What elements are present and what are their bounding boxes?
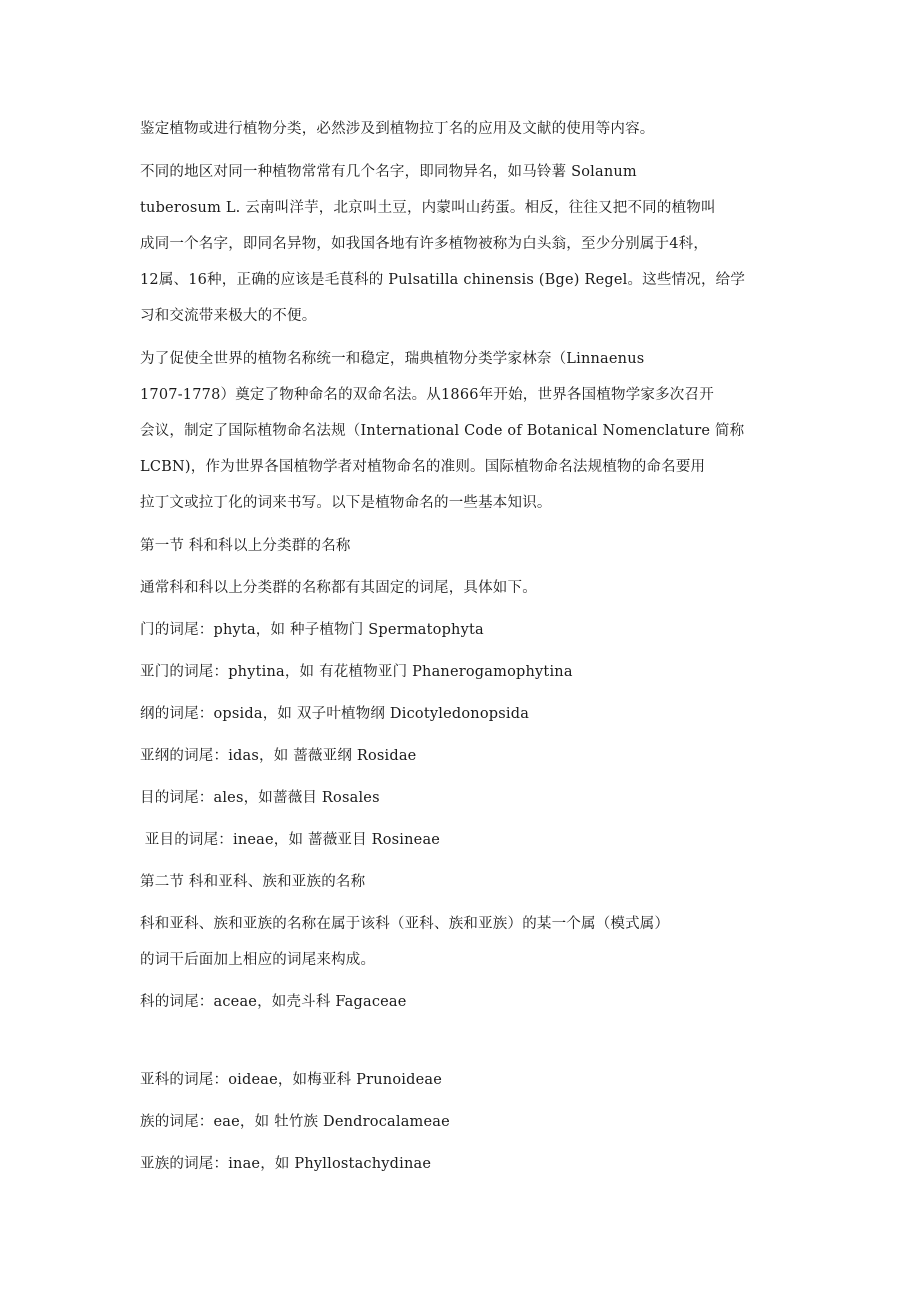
section-2-intro-line-1: 科和亚科、族和亚族的名称在属于该科（亚科、族和亚族）的某一个属（模式属） (140, 916, 670, 932)
suffix-subfamily: 亚科的词尾：oideae，如梅亚科 Prunoideae (140, 1072, 442, 1088)
paragraph-synonyms-line-2: tuberosum L. 云南叫洋芋，北京叫土豆，内蒙叫山药蛋。相反，往往又把不同的植物叫 (140, 200, 716, 216)
paragraph-intro: 鉴定植物或进行植物分类，必然涉及到植物拉丁名的应用及文献的使用等内容。 (140, 121, 655, 137)
suffix-family: 科的词尾：aceae，如壳斗科 Fagaceae (140, 994, 407, 1010)
suffix-subtribe: 亚族的词尾：inae，如 Phyllostachydinae (140, 1156, 432, 1172)
suffix-subclass: 亚纲的词尾：idas，如 蔷薇亚纲 Rosidae (140, 748, 417, 764)
suffix-subdivision: 亚门的词尾：phytina，如 有花植物亚门 Phanerogamophytina (140, 664, 573, 680)
paragraph-linnaeus-line-5: 拉丁文或拉丁化的词来书写。以下是植物命名的一些基本知识。 (140, 495, 552, 511)
paragraph-linnaeus-line-3: 会议，制定了国际植物命名法规（International Code of Botanical Nomenclature 简称 (140, 423, 745, 439)
paragraph-synonyms-line-3: 成同一个名字，即同名异物，如我国各地有许多植物被称为白头翁，至少分别属于4科， (140, 236, 709, 252)
suffix-division: 门的词尾：phyta，如 种子植物门 Spermatophyta (140, 622, 484, 638)
section-heading-1: 第一节 科和科以上分类群的名称 (140, 538, 351, 554)
paragraph-linnaeus-line-1: 为了促使全世界的植物名称统一和稳定，瑞典植物分类学家林奈（Linnaenus (140, 351, 645, 367)
paragraph-linnaeus-line-2: 1707-1778）奠定了物种命名的双命名法。从1866年开始，世界各国植物学家多次召开 (140, 387, 714, 403)
section-2-intro-line-2: 的词干后面加上相应的词尾来构成。 (140, 952, 376, 968)
section-1-intro: 通常科和科以上分类群的名称都有其固定的词尾，具体如下。 (140, 580, 537, 596)
paragraph-synonyms-line-1: 不同的地区对同一种植物常常有几个名字，即同物异名，如马铃薯 Solanum (140, 164, 637, 180)
paragraph-linnaeus-line-4: LCBN)，作为世界各国植物学者对植物命名的准则。国际植物命名法规植物的命名要用 (140, 459, 706, 475)
paragraph-synonyms-line-5: 习和交流带来极大的不便。 (140, 308, 317, 324)
suffix-class: 纲的词尾：opsida，如 双子叶植物纲 Dicotyledonopsida (140, 706, 530, 722)
paragraph-synonyms-line-4: 12属、16种，正确的应该是毛茛科的 Pulsatilla chinensis (Bge) Regel。这些情况，给学 (140, 272, 746, 288)
section-heading-2: 第二节 科和亚科、族和亚族的名称 (140, 874, 366, 890)
suffix-order: 目的词尾：ales，如蔷薇目 Rosales (140, 790, 380, 806)
suffix-tribe: 族的词尾：eae，如 牡竹族 Dendrocalameae (140, 1114, 450, 1130)
suffix-suborder: 亚目的词尾：ineae，如 蔷薇亚目 Rosineae (140, 832, 441, 848)
